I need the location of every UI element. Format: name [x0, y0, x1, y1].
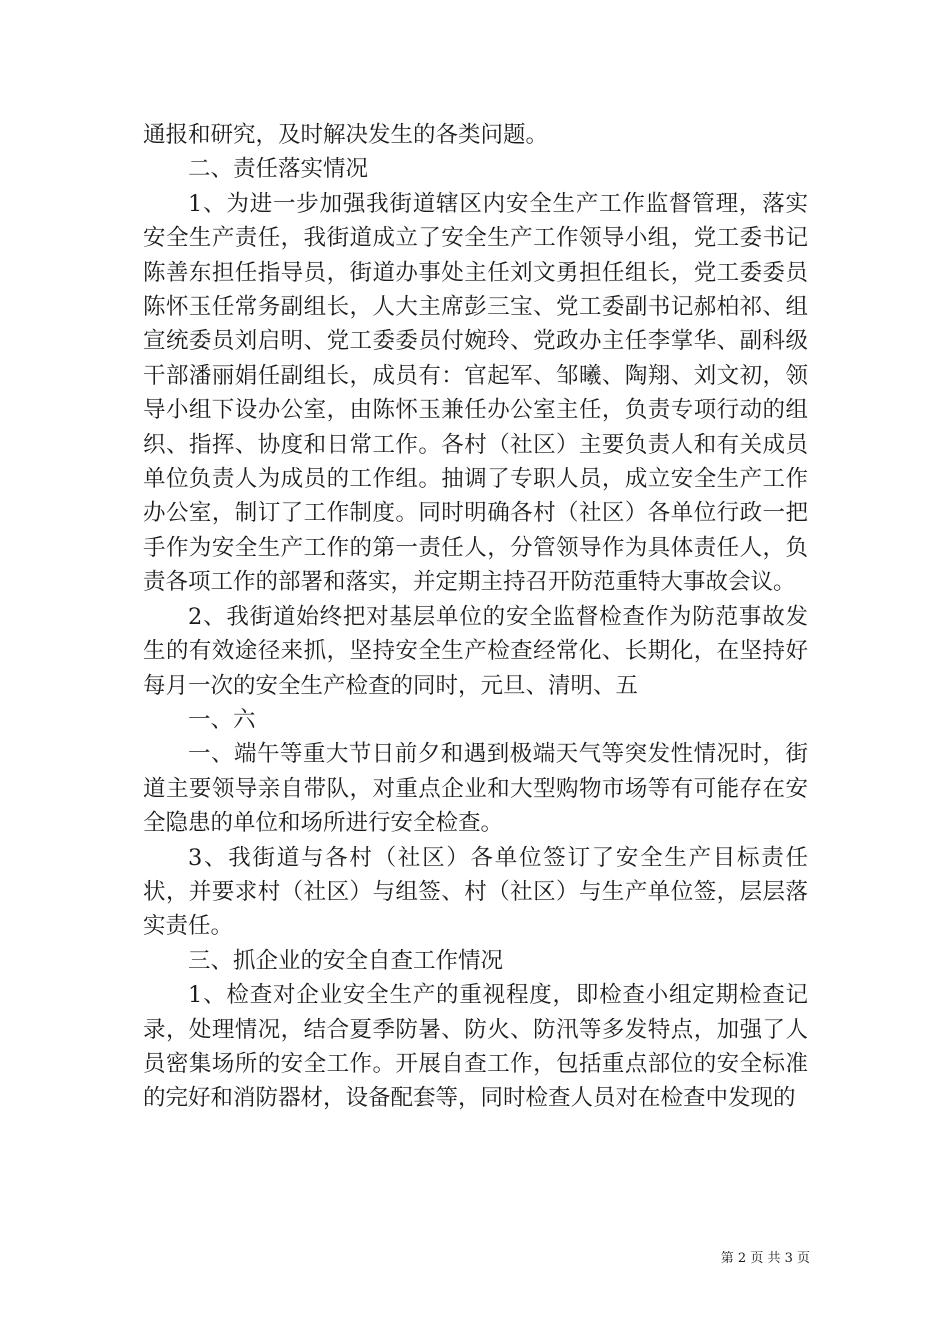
paragraph-leadership-group: 1、为进一步加强我街道辖区内安全生产工作监督管理，落实安全生产责任，我街道成立了安全生产工作领导小组，党工委书记陈善东担任指导员，街道办事处主任刘文勇担任组长，党工委委员陈怀玉任常务副组长，人大主席彭三宝、党工委副书记郝柏祁、组宣统委员刘启明、党工委委员付婉玲、党政办主任李掌华、副科级干部潘丽娟任副组长，成员有：官起军、邹曦、陶翔、刘文初，领导小组下设办公室，由陈怀玉兼任办公室主任，负责专项行动的组织、指挥、协度和日常工作。各村（社区）主要负责人和有关成员单位负责人为成员的工作组。抽调了专职人员，成立安全生产工作办公室，制订了工作制度。同时明确各村（社区）各单位行政一把手作为安全生产工作的第一责任人，分管领导作为具体责任人，负责各项工作的部署和落实，并定期主持召开防范重特大事故会议。	[143, 190, 808, 596]
paragraph-self-inspection: 1、检查对企业安全生产的重视程度，即检查小组定期检查记录，处理情况，结合夏季防暑、防火、防汛等多发特点，加强了人员密集场所的安全工作。开展自查工作，包括重点部位的安全标准的完好和消防器材，设备配套等，同时检查人员对在检查中发现的	[143, 982, 808, 1112]
paragraph-1: 通报和研究，及时解决发生的各类问题。	[143, 122, 549, 148]
document-body	[143, 118, 808, 1116]
page-number-footer: 第 2 页 共 3 页	[720, 1251, 810, 1266]
paragraph-inspection-routine: 2、我街道始终把对基层单位的安全监督检查作为防范事故发生的有效途径来抓，坚持安全生产检查经常化、长期化，在坚持好每月一次的安全生产检查的同时，元旦、清明、五	[143, 603, 808, 699]
paragraph-holiday-inspection: 一、端午等重大节日前夕和遇到极端天气等突发性情况时，街道主要领导亲自带队，对重点企业和大型购物市场等有可能存在安全隐患的单位和场所进行安全检查。	[143, 741, 808, 837]
section-heading-responsibility: 二、责任落实情况	[188, 156, 369, 183]
paragraph-responsibility-contract: 3、我街道与各村（社区）各单位签订了安全生产目标责任状，并要求村（社区）与组签、村（社区）与生产单位签，层层落实责任。	[143, 844, 808, 940]
section-heading-self-inspection: 三、抓企业的安全自查工作情况	[188, 947, 504, 974]
paragraph-fragment-holiday: 一、六	[188, 706, 256, 733]
